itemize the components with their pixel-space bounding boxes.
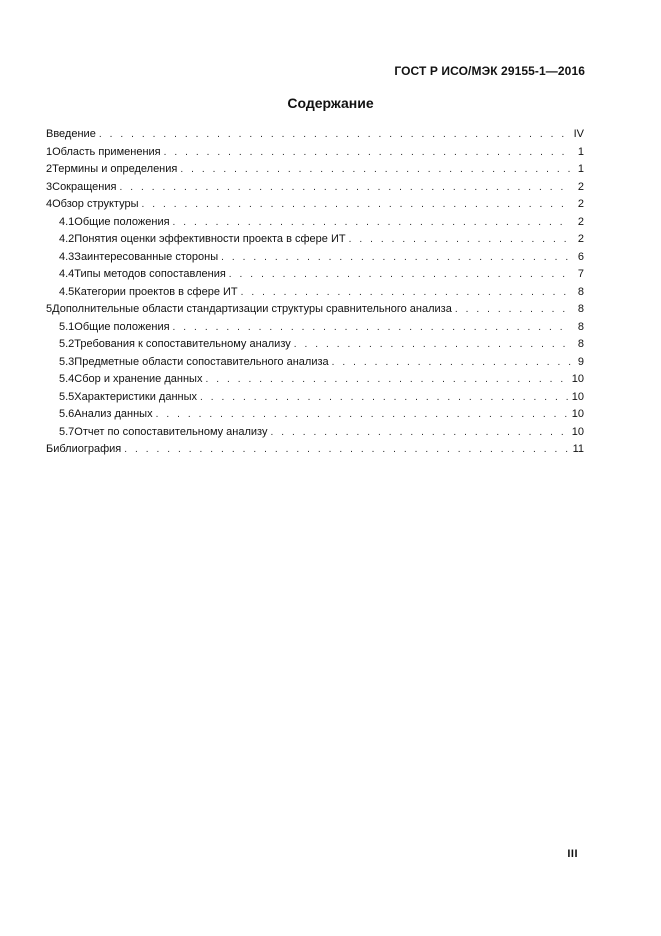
- toc-entry-label: Обзор структуры: [52, 198, 139, 210]
- toc-entry-number: 5.5: [59, 390, 75, 403]
- toc-entry-number: 5.2: [59, 338, 75, 350]
- toc-entry[interactable]: [46, 406, 584, 424]
- toc-entry[interactable]: [46, 284, 584, 302]
- toc-entry-page: 6: [577, 250, 584, 263]
- toc-entry-label: Область применения: [52, 145, 161, 158]
- toc-entry-number: 4.1: [59, 215, 75, 228]
- toc-dot-leader: [141, 196, 571, 214]
- toc-entry-label: Дополнительные области стандартизации структуры сравнительного анализа: [52, 303, 452, 315]
- toc-entry[interactable]: [46, 371, 584, 389]
- toc-entry-label: Требования к сопоставительному анализу: [74, 338, 291, 350]
- toc-dot-leader: [205, 371, 568, 389]
- toc-entry-label: Введение: [46, 128, 96, 140]
- toc-entry[interactable]: [46, 126, 584, 144]
- toc-entry-number: 5.1: [59, 320, 75, 333]
- toc-entry-page: 10: [571, 373, 584, 385]
- toc-dot-leader: [164, 144, 571, 162]
- toc-entry-label: Категории проектов в сфере ИТ: [74, 285, 238, 298]
- toc-entry-label: Отчет по сопоставительному анализу: [74, 425, 268, 438]
- toc-entry-page: 2: [577, 233, 584, 245]
- toc-dot-leader: [455, 301, 571, 319]
- toc-entry[interactable]: [46, 319, 584, 337]
- toc-entry-label: Предметные области сопоставительного анализа: [74, 355, 329, 368]
- toc-entry[interactable]: [46, 179, 584, 197]
- toc-entry-label: Библиография: [46, 443, 122, 455]
- toc-entry-number: 4.5: [59, 285, 75, 298]
- toc-dot-leader: [294, 336, 571, 354]
- toc-dot-leader: [200, 389, 569, 407]
- toc-entry-page: 8: [577, 303, 584, 315]
- toc-dot-leader: [173, 214, 571, 232]
- toc-dot-leader: [124, 441, 569, 459]
- toc-entry[interactable]: [46, 231, 584, 249]
- toc-entry-page: 10: [571, 425, 584, 438]
- toc-entry-page: 8: [577, 338, 584, 350]
- page-number: III: [567, 848, 578, 860]
- toc-entry-page: 8: [577, 285, 584, 298]
- toc-dot-leader: [332, 354, 571, 372]
- toc-entry[interactable]: [46, 196, 584, 214]
- toc-entry-page: IV: [573, 128, 584, 140]
- toc-entry-page: 10: [571, 408, 584, 420]
- toc-entry[interactable]: [46, 441, 584, 459]
- toc-entry[interactable]: [46, 161, 584, 179]
- toc-dot-leader: [173, 319, 571, 337]
- toc-dot-leader: [180, 161, 571, 179]
- toc-entry-number: 3: [46, 180, 53, 193]
- toc-entry-number: 2: [46, 163, 53, 175]
- toc-entry[interactable]: [46, 424, 584, 442]
- toc-entry-number: 4.3: [59, 250, 75, 263]
- toc-entry-page: 9: [577, 355, 584, 368]
- toc-entry-label: Общие положения: [74, 215, 170, 228]
- toc-entry-page: 2: [577, 198, 584, 210]
- toc-entry-page: 10: [571, 390, 584, 403]
- toc-entry-number: 1: [46, 145, 53, 158]
- toc-dot-leader: [119, 179, 571, 197]
- toc-entry-page: 1: [577, 145, 584, 158]
- toc-entry[interactable]: [46, 249, 584, 267]
- toc-entry-number: 4.4: [59, 268, 75, 280]
- toc-entry-label: Сбор и хранение данных: [74, 373, 203, 385]
- toc-entry-page: 7: [577, 268, 584, 280]
- toc-entry-label: Понятия оценки эффективности проекта в сфере ИТ: [74, 233, 346, 245]
- toc-entry-label: Общие положения: [74, 320, 170, 333]
- toc-entry-number: 4.2: [59, 233, 75, 245]
- toc-entry[interactable]: [46, 266, 584, 284]
- toc-title: Содержание: [287, 95, 374, 111]
- toc-dot-leader: [270, 424, 568, 442]
- toc-entry-label: Термины и определения: [52, 163, 178, 175]
- toc-entry-label: Заинтересованные стороны: [74, 250, 219, 263]
- toc-dot-leader: [349, 231, 571, 249]
- toc-entry[interactable]: [46, 214, 584, 232]
- toc-entry-label: Типы методов сопоставления: [74, 268, 226, 280]
- toc-entry-page: 1: [577, 163, 584, 175]
- toc-entry-page: 2: [577, 180, 584, 193]
- toc-dot-leader: [99, 126, 571, 144]
- document-code: ГОСТ Р ИСО/МЭК 29155-1—2016: [394, 64, 585, 78]
- table-of-contents: [46, 126, 584, 459]
- toc-entry[interactable]: [46, 389, 584, 407]
- toc-entry-label: Сокращения: [52, 180, 117, 193]
- toc-entry-number: 5.3: [59, 355, 75, 368]
- toc-entry-number: 5.6: [59, 408, 75, 420]
- toc-entry-page: 11: [572, 443, 584, 455]
- toc-entry[interactable]: [46, 301, 584, 319]
- toc-entry-number: 5.4: [59, 373, 75, 385]
- toc-entry[interactable]: [46, 354, 584, 372]
- toc-entry-number: 5.7: [59, 425, 75, 438]
- toc-entry-number: 4: [46, 198, 53, 210]
- toc-entry-number: 5: [46, 303, 53, 315]
- toc-entry-label: Анализ данных: [74, 408, 153, 420]
- toc-dot-leader: [156, 406, 569, 424]
- toc-entry[interactable]: [46, 144, 584, 162]
- toc-entry-page: 2: [577, 215, 584, 228]
- toc-entry-label: Характеристики данных: [74, 390, 198, 403]
- toc-dot-leader: [229, 266, 571, 284]
- toc-entry[interactable]: [46, 336, 584, 354]
- toc-dot-leader: [241, 284, 571, 302]
- toc-entry-page: 8: [577, 320, 584, 333]
- toc-dot-leader: [221, 249, 571, 267]
